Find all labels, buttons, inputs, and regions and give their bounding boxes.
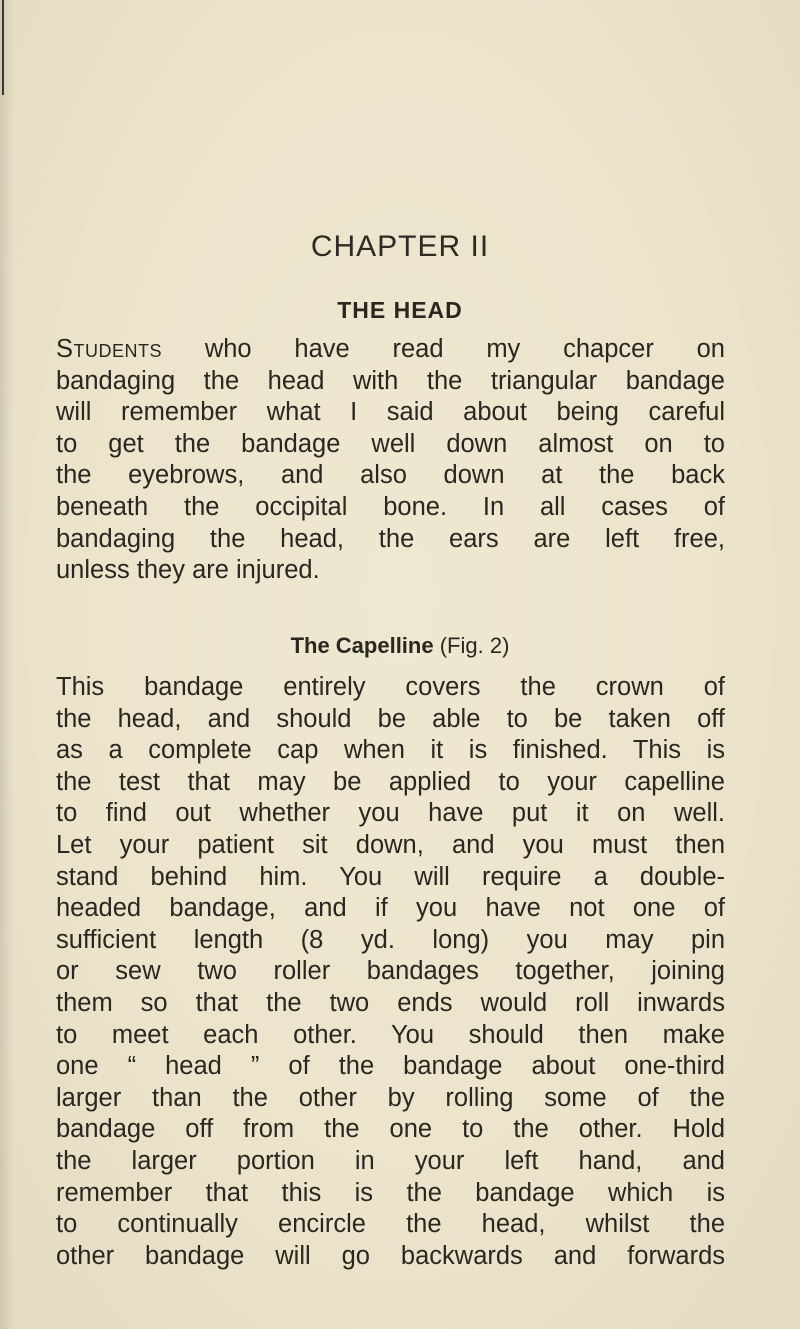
paragraph-line: the test that may be applied to your capelline: [56, 767, 725, 796]
paragraph-line: to find out whether you have put it on well.: [56, 799, 725, 828]
paragraph-line: remember that this is the bandage which is: [56, 1178, 725, 1207]
paragraph-line: beneath the occipital bone. In all cases of: [56, 492, 725, 521]
paragraph-line: them so that the two ends would roll inwards: [56, 988, 725, 1017]
lead-word: Students: [56, 335, 163, 363]
spine-shadow: [0, 0, 14, 1329]
paragraph-line: will remember what I said about being careful: [56, 398, 725, 427]
paragraph-line: one “ head ” of the bandage about one-third: [56, 1052, 725, 1081]
paragraph-line: headed bandage, and if you have not one of: [56, 894, 725, 923]
paragraph-line: to meet each other. You should then make: [56, 1020, 725, 1049]
subheading-title: The Capelline: [290, 633, 434, 658]
figure-reference: (Fig. 2): [439, 633, 510, 658]
paragraph-line: stand behind him. You will require a double-: [56, 862, 725, 891]
section-title: THE HEAD: [337, 297, 463, 323]
paragraph-line: to get the bandage well down almost on to: [56, 429, 725, 458]
page-edge-line: [2, 0, 4, 95]
paragraph-students: [56, 334, 725, 587]
paragraph-line: unless they are injured.: [56, 556, 320, 585]
paragraph-line: bandage off from the one to the other. Hold: [56, 1115, 725, 1144]
paragraph-line: bandaging the head with the triangular bandage: [56, 366, 725, 395]
chapter-heading: CHAPTER II: [310, 230, 490, 263]
paragraph-line: the eyebrows, and also down at the back: [56, 461, 725, 490]
paragraph-line: other bandage will go backwards and forwards: [56, 1241, 725, 1270]
paragraph-line: Let your patient sit down, and you must then: [56, 830, 725, 859]
paragraph-line: bandaging the head, the ears are left free,: [56, 524, 725, 553]
paragraph-line: This bandage entirely covers the crown of: [56, 673, 725, 701]
paragraph-line: to continually encircle the head, whilst the: [56, 1210, 725, 1239]
paragraph-line: larger than the other by rolling some of the: [56, 1083, 725, 1112]
paragraph-line: as a complete cap when it is finished. This is: [56, 736, 725, 765]
paragraph-line: the larger portion in your left hand, and: [56, 1146, 725, 1175]
paragraph-line: or sew two roller bandages together, joining: [56, 957, 725, 986]
subheading-capelline: [0, 633, 800, 659]
paragraph-line: the head, and should be able to be taken off: [56, 704, 725, 733]
paragraph-line: sufficient length (8 yd. long) you may pin: [56, 925, 725, 954]
paragraph-capelline: [56, 672, 725, 1272]
paragraph-line: Students who have read my chapcer on: [56, 335, 725, 363]
